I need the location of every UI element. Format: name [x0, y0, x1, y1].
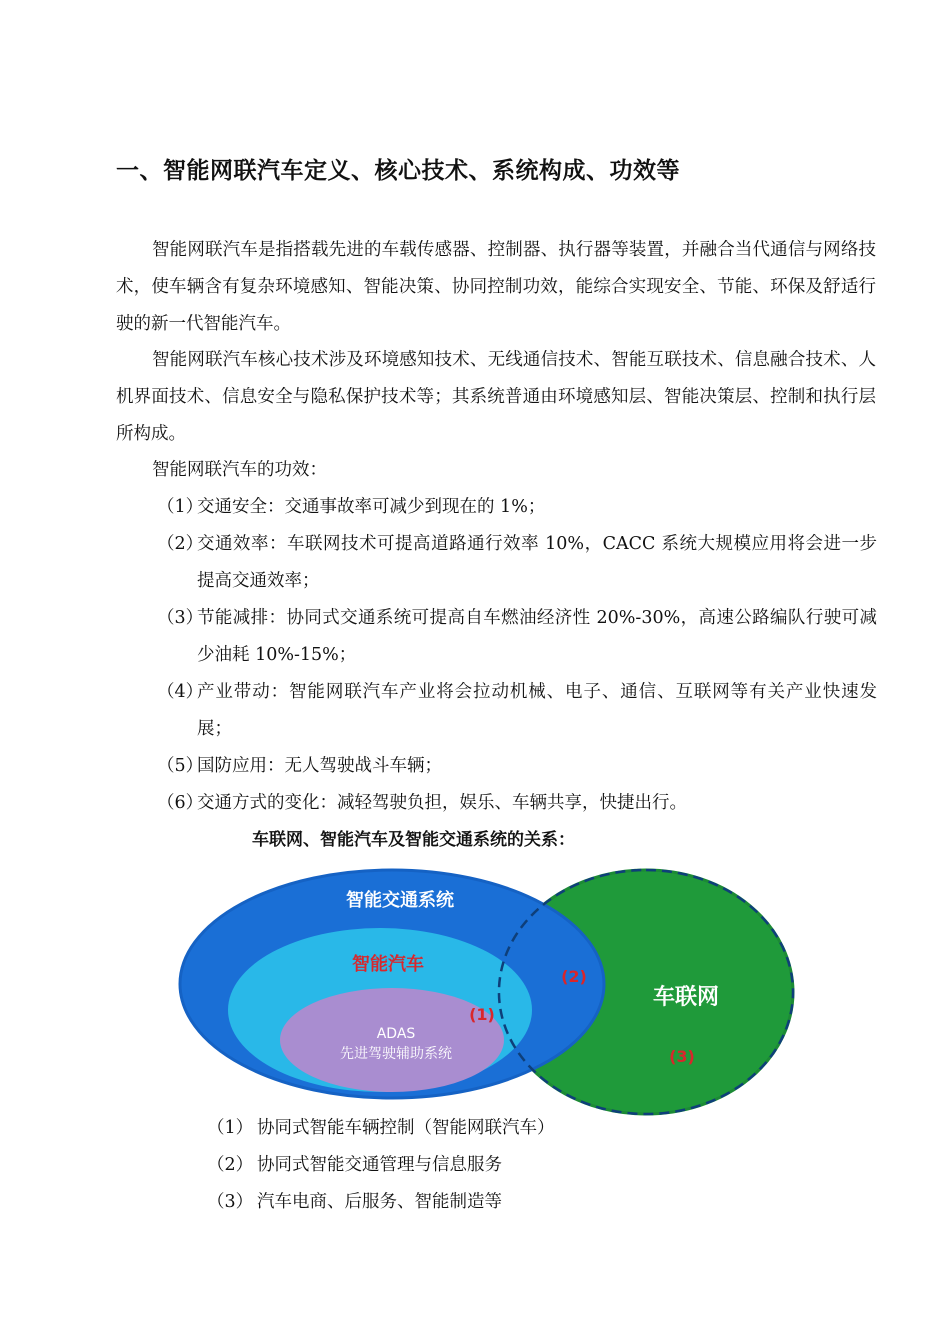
legend-number: （1） [207, 1118, 254, 1138]
benefit-number: （2） [157, 534, 204, 554]
legend-number: （2） [207, 1155, 254, 1175]
region-3-label: (3) [669, 1047, 695, 1066]
benefit-text: 交通安全：交通事故率可减少到现在的 1%； [197, 497, 546, 517]
benefit-text: 节能减排：协同式交通系统可提高自车燃油经济性 20%-30%，高速公路编队行驶可减少油耗 10%-15%； [197, 608, 877, 665]
benefit-number: （5） [157, 756, 204, 776]
benefit-item [157, 748, 877, 785]
benefits-intro: 智能网联汽车的功效： [152, 460, 327, 480]
adas-sub-label: 先进驾驶辅助系统 [340, 1046, 452, 1062]
iov-label: 车联网 [652, 985, 720, 1010]
smart-car-label: 智能汽车 [352, 954, 424, 975]
benefit-item [157, 489, 877, 526]
its-label: 智能交通系统 [346, 890, 454, 911]
benefit-item [157, 526, 877, 600]
adas-label: ADAS [376, 1026, 416, 1042]
legend-text: 协同式智能车辆控制（智能网联汽车） [257, 1118, 555, 1138]
benefit-text: 交通效率：车联网技术可提高道路通行效率 10%，CACC 系统大规模应用将会进一步提高交通效率； [197, 534, 877, 591]
benefit-text: 交通方式的变化：减轻驾驶负担，娱乐、车辆共享，快捷出行。 [197, 793, 687, 813]
legend-text: 汽车电商、后服务、智能制造等 [257, 1192, 502, 1212]
legend-item [207, 1184, 502, 1221]
benefit-item [157, 600, 877, 674]
core-tech-paragraph: 智能网联汽车核心技术涉及环境感知技术、无线通信技术、智能互联技术、信息融合技术、人机界面技术、信息安全与隐私保护技术等；其系统普通由环境感知层、智能决策层、控制和执行层所构成。 [116, 350, 876, 444]
region-2-label: (2) [561, 967, 587, 986]
relationship-venn-diagram [170, 860, 800, 1130]
legend-item [207, 1147, 502, 1184]
definition-paragraph: 智能网联汽车是指搭载先进的车载传感器、控制器、执行器等装置，并融合当代通信与网络技术，使车辆含有复杂环境感知、智能决策、协同控制功效，能综合实现安全、节能、环保及舒适行驶的新一代智能汽车。 [116, 240, 876, 334]
diagram-caption: 车联网、智能汽车及智能交通系统的关系： [252, 830, 575, 850]
region-1-label: (1) [469, 1005, 495, 1024]
section-heading: 一、智能网联汽车定义、核心技术、系统构成、功效等 [116, 158, 680, 184]
benefit-number: （6） [157, 793, 204, 813]
benefit-number: （4） [157, 682, 204, 702]
benefit-text: 产业带动：智能网联汽车产业将会拉动机械、电子、通信、互联网等有关产业快速发展； [197, 682, 877, 739]
legend-text: 协同式智能交通管理与信息服务 [257, 1155, 502, 1175]
benefit-number: （1） [157, 497, 204, 517]
benefit-text: 国防应用：无人驾驶战斗车辆； [197, 756, 442, 776]
benefit-number: （3） [157, 608, 204, 628]
legend-number: （3） [207, 1192, 254, 1212]
benefit-item [157, 785, 877, 822]
benefit-item [157, 674, 877, 748]
legend-item [207, 1110, 555, 1147]
